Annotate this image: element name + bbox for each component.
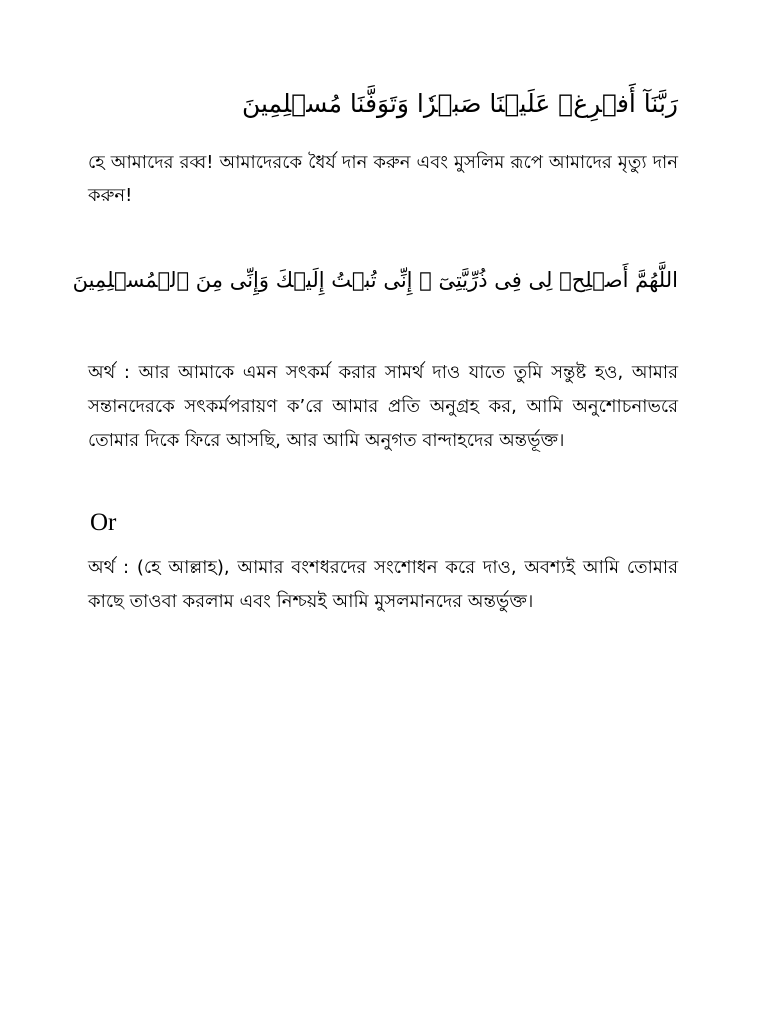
dua-2-meaning-paragraph-1: অর্থ : আর আমাকে এমন সৎকর্ম করার সামর্থ দাও যাতে তুমি সন্তুষ্ট হও, আমার সন্তানদেরকে সৎকর্মপরায়ণ ক’রে আমার প্রতি অনুগ্রহ কর, আমি অনুশোচনাভরে তোমার দিকে ফিরে আসছি, আর আমি অনুগত বান্দাহদের অন্তর্ভূক্ত। <box>88 362 678 451</box>
dua-1-arabic-text: رَبَّنَآ أَفۡرِغۡ عَلَيۡنَا صَبۡرٗا وَتَوَفَّنَا مُسۡلِمِينَ <box>241 89 678 118</box>
or-separator: Or <box>90 509 117 536</box>
dua-2-meaning-paragraph-2: অর্থ : (হে আল্লাহ), আমার বংশধরদের সংশোধন করে দাও, অবশ্যই আমি তোমার কাছে তাওবা করলাম এবং নিশ্চয়ই আমি মুসলমানদের অন্তর্ভুক্ত। <box>88 557 678 612</box>
dua-1-bengali-translation: হে আমাদের রব্ব! আমাদেরকে ধৈর্য দান করুন এবং মুসলিম রূপে আমাদের মৃত্যু দান করুন! <box>88 152 678 206</box>
dua-2-arabic-text: اللَّهُمَّ أَصۡلِحۡ لِى فِى ذُرِّيَّتِىٓ ۖ إِنِّى تُبۡتُ إِلَيۡكَ وَإِنِّى مِنَ ٱلۡمُسۡلِمِينَ <box>72 268 678 292</box>
